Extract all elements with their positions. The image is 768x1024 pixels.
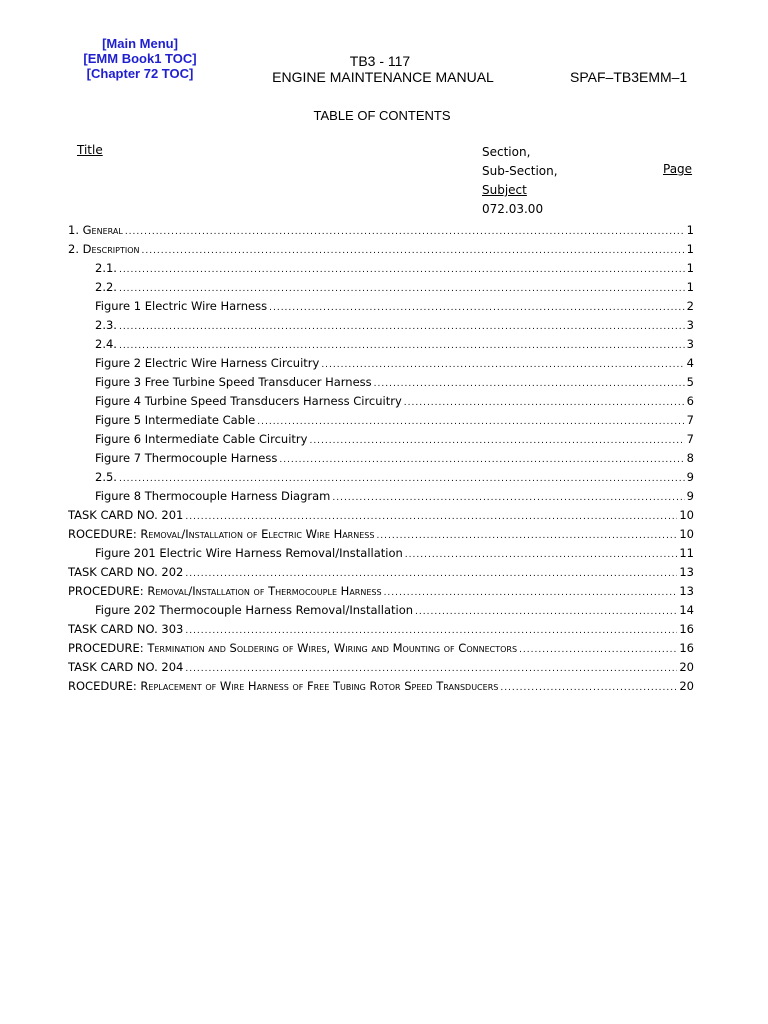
- toc-entry[interactable]: [68, 487, 694, 506]
- toc-entry-page: 1: [686, 261, 694, 275]
- toc-entry-page: 20: [679, 679, 694, 693]
- toc-entry-text: Replacement of Wire Harness of Free Tubing Rotor Speed Transducers: [140, 679, 499, 693]
- toc-entry-prefix: PROCEDURE:: [68, 584, 148, 598]
- toc-entry-label: [95, 316, 117, 335]
- dot-leader: [185, 508, 677, 525]
- toc-entry-page: 16: [679, 641, 694, 655]
- toc-entry[interactable]: [68, 658, 694, 677]
- toc-entry-label: [95, 354, 319, 373]
- dot-leader: [415, 603, 677, 620]
- toc-entry-text: General: [82, 223, 123, 237]
- toc-entry-prefix: PROCEDURE:: [68, 641, 148, 655]
- dot-leader: [376, 527, 677, 544]
- toc-entry-text: Termination and Soldering of Wires, Wiring and Mounting of Connectors: [147, 641, 518, 655]
- toc-entry[interactable]: [68, 449, 694, 468]
- toc-entry-label: [95, 449, 277, 468]
- toc-entry[interactable]: [68, 335, 694, 354]
- toc-entry-label: [68, 240, 139, 259]
- dot-leader: [119, 280, 685, 297]
- manual-title: ENGINE MAINTENANCE MANUAL: [272, 69, 494, 85]
- toc-entry[interactable]: [68, 392, 694, 411]
- toc-entry[interactable]: [68, 639, 694, 658]
- toc-entry-page: 8: [686, 451, 694, 465]
- toc-entry-label: [95, 601, 413, 620]
- toc-entry-label: [95, 297, 267, 316]
- toc-list: [68, 221, 694, 696]
- dot-leader: [279, 451, 684, 468]
- toc-entry-label: [95, 278, 117, 297]
- toc-entry-prefix: 2.: [68, 242, 83, 256]
- column-section-header: [482, 143, 558, 219]
- toc-entry-label: [95, 259, 117, 278]
- dot-leader: [269, 299, 685, 316]
- toc-entry-page: 3: [686, 337, 694, 351]
- toc-entry-page: 9: [686, 470, 694, 484]
- toc-entry-label: [68, 677, 498, 696]
- toc-entry-page: 7: [686, 432, 694, 446]
- dot-leader: [519, 641, 677, 658]
- toc-entry-prefix: ROCEDURE:: [68, 679, 141, 693]
- dot-leader: [321, 356, 684, 373]
- toc-entry[interactable]: [68, 677, 694, 696]
- toc-entry-text: Figure 202 Thermocouple Harness Removal/Installation: [95, 603, 414, 617]
- toc-entry-label: [68, 658, 183, 677]
- toc-entry-text: 2.2.: [95, 280, 117, 294]
- toc-entry-text: Figure 2 Electric Wire Harness Circuitry: [95, 356, 320, 370]
- toc-entry[interactable]: [68, 316, 694, 335]
- dot-leader: [185, 622, 677, 639]
- dot-leader: [384, 584, 678, 601]
- toc-entry-text: Figure 8 Thermocouple Harness Diagram: [95, 489, 331, 503]
- dot-leader: [405, 546, 678, 563]
- toc-entry-text: TASK CARD NO. 201: [68, 508, 184, 522]
- toc-entry-text: Figure 5 Intermediate Cable: [95, 413, 256, 427]
- dot-leader: [374, 375, 685, 392]
- toc-entry-page: 9: [686, 489, 694, 503]
- toc-entry-prefix: ROCEDURE:: [68, 527, 141, 541]
- toc-entry[interactable]: [68, 506, 694, 525]
- toc-entry-page: 7: [686, 413, 694, 427]
- toc-entry-page: 3: [686, 318, 694, 332]
- toc-entry-label: [95, 430, 307, 449]
- toc-entry[interactable]: [68, 430, 694, 449]
- toc-entry-page: 4: [686, 356, 694, 370]
- dot-leader: [185, 660, 677, 677]
- dot-leader: [119, 261, 685, 278]
- dot-leader: [185, 565, 677, 582]
- toc-entry-page: 20: [679, 660, 694, 674]
- dot-leader: [119, 337, 685, 354]
- toc-entry-label: [68, 639, 517, 658]
- toc-entry[interactable]: [68, 544, 694, 563]
- toc-entry-text: Figure 6 Intermediate Cable Circuitry: [95, 432, 308, 446]
- toc-entry-page: 1: [686, 242, 694, 256]
- book-toc-link[interactable]: [EMM Book1 TOC]: [83, 51, 197, 66]
- toc-entry[interactable]: [68, 240, 694, 259]
- toc-entry-page: 14: [679, 603, 694, 617]
- section-number: 072.03.00: [482, 202, 544, 216]
- toc-entry-text: Figure 1 Electric Wire Harness: [95, 299, 268, 313]
- toc-entry[interactable]: [68, 601, 694, 620]
- toc-entry[interactable]: [68, 221, 694, 240]
- toc-entry-page: 10: [679, 508, 694, 522]
- toc-entry-label: [95, 373, 372, 392]
- toc-entry-page: 5: [686, 375, 694, 389]
- toc-entry-label: [95, 468, 117, 487]
- toc-entry-text: Figure 201 Electric Wire Harness Removal/Installation: [95, 546, 403, 560]
- toc-entry-text: TASK CARD NO. 204: [68, 660, 184, 674]
- dot-leader: [500, 679, 677, 696]
- toc-entry-text: Figure 4 Turbine Speed Transducers Harness Circuitry: [95, 394, 402, 408]
- document-code: SPAF–TB3EMM–1: [570, 69, 688, 85]
- toc-entry-page: 11: [679, 546, 694, 560]
- toc-entry-text: Description: [82, 242, 140, 256]
- toc-heading: TABLE OF CONTENTS: [313, 108, 451, 123]
- toc-entry-label: [95, 392, 402, 411]
- main-menu-link[interactable]: [Main Menu]: [102, 36, 178, 51]
- toc-entry-page: 13: [679, 565, 694, 579]
- document-number: TB3 - 117: [349, 53, 411, 69]
- toc-entry-label: [68, 582, 382, 601]
- toc-entry[interactable]: [68, 278, 694, 297]
- toc-entry[interactable]: [68, 411, 694, 430]
- toc-entry[interactable]: [68, 582, 694, 601]
- toc-entry-label: [68, 620, 183, 639]
- toc-entry[interactable]: [68, 468, 694, 487]
- dot-leader: [119, 470, 685, 487]
- toc-entry-text: Figure 3 Free Turbine Speed Transducer Harness: [95, 375, 372, 389]
- toc-entry[interactable]: [68, 620, 694, 639]
- toc-entry[interactable]: [68, 354, 694, 373]
- toc-entry-label: [68, 506, 183, 525]
- toc-entry-page: 10: [679, 527, 694, 541]
- section-label: Section,: [482, 145, 531, 159]
- sub-section-label: Sub-Section,: [482, 164, 558, 178]
- dot-leader: [332, 489, 684, 506]
- column-title-header: Title: [77, 143, 103, 157]
- chapter-toc-link[interactable]: [Chapter 72 TOC]: [86, 66, 194, 81]
- toc-entry-text: Figure 7 Thermocouple Harness: [95, 451, 278, 465]
- toc-entry-label: [68, 563, 183, 582]
- toc-entry-page: 6: [686, 394, 694, 408]
- toc-entry-text: TASK CARD NO. 202: [68, 565, 184, 579]
- toc-entry-text: 2.4.: [95, 337, 117, 351]
- toc-entry-label: [95, 487, 330, 506]
- dot-leader: [257, 413, 684, 430]
- toc-entry-label: [68, 525, 374, 544]
- toc-entry-label: [68, 221, 123, 240]
- dot-leader: [119, 318, 685, 335]
- subject-label: Subject: [482, 183, 527, 197]
- toc-entry-label: [95, 544, 403, 563]
- toc-entry[interactable]: [68, 525, 694, 544]
- toc-entry[interactable]: [68, 373, 694, 392]
- toc-entry-text: TASK CARD NO. 303: [68, 622, 184, 636]
- toc-entry-prefix: 1.: [68, 223, 83, 237]
- toc-entry-page: 2: [686, 299, 694, 313]
- dot-leader: [404, 394, 685, 411]
- toc-entry-page: 1: [686, 223, 694, 237]
- toc-entry-text: 2.1.: [95, 261, 117, 275]
- toc-entry-label: [95, 411, 255, 430]
- toc-entry-text: 2.5.: [95, 470, 117, 484]
- toc-entry-page: 1: [686, 280, 694, 294]
- navigation-links: [70, 36, 210, 81]
- dot-leader: [125, 223, 685, 240]
- dot-leader: [141, 242, 684, 259]
- toc-entry-text: Removal/Installation of Electric Wire Harness: [140, 527, 375, 541]
- toc-entry[interactable]: [68, 297, 694, 316]
- toc-entry-label: [95, 335, 117, 354]
- toc-entry-page: 13: [679, 584, 694, 598]
- toc-entry-text: Removal/Installation of Thermocouple Harness: [147, 584, 382, 598]
- toc-entry-page: 16: [679, 622, 694, 636]
- column-page-header: Page: [663, 162, 693, 176]
- toc-entry-text: 2.3.: [95, 318, 117, 332]
- dot-leader: [309, 432, 684, 449]
- toc-entry[interactable]: [68, 259, 694, 278]
- toc-entry[interactable]: [68, 563, 694, 582]
